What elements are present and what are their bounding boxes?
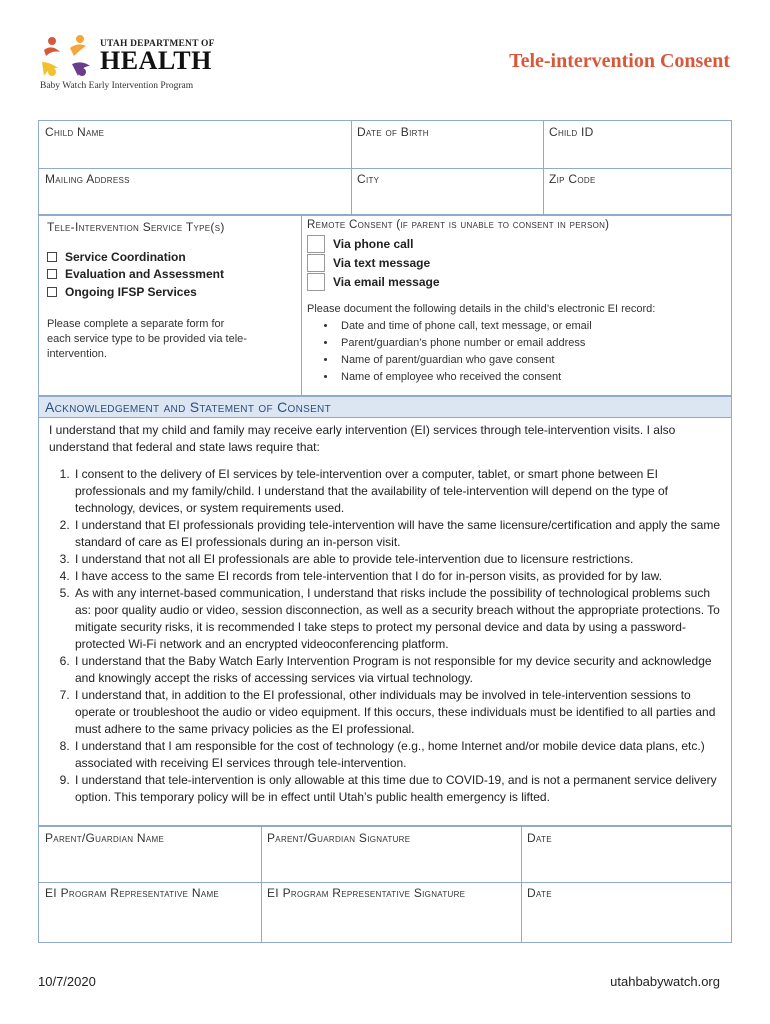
- city-label: City: [357, 172, 380, 186]
- service-type-note: Please complete a separate form for each service type to be provided via tele-intervention.: [47, 317, 247, 360]
- child-name-field[interactable]: [39, 121, 351, 168]
- parent-name-field[interactable]: [39, 827, 261, 882]
- list-item: 3. I understand that not all EI professionals are able to provide tele-intervention due to licensure restrictions.: [73, 551, 721, 568]
- checkbox-ongoing-ifsp[interactable]: [47, 283, 293, 301]
- child-id-field[interactable]: [543, 121, 733, 168]
- logo-department-text: UTAH DEPARTMENT OF: [100, 39, 215, 49]
- mailing-address-label: Mailing Address: [45, 172, 130, 186]
- ack-body: [38, 418, 732, 826]
- remote-documentation: [307, 301, 655, 386]
- list-item: 5. As with any internet-based communication, I understand that risks include the possibility of technological problems such as: poor quality audio or video, session disconnection, as well as a security breach without the appropriate protections. To mitigate security risks, it is recommended I take steps to protect my personal device and data by using a password-protected Wi-Fi network and an encrypted videoconferencing platform.: [73, 585, 721, 653]
- list-item: • Parent/guardian’s phone number or email address: [337, 335, 655, 352]
- signature-grid: [38, 826, 732, 943]
- list-item: 7. I understand that, in addition to the EI professional, other individuals may be involved in tele-intervention sessions to operate or troubleshoot the audio or video equipment. If this occurs, these individuals must be identified to all parties and must adhere to the same privacy policies as the EI professional.: [73, 687, 721, 738]
- parent-date-label: Date: [527, 831, 552, 845]
- checkbox-service-coordination[interactable]: [47, 248, 293, 266]
- child-info-grid: [38, 120, 732, 215]
- parent-date-field[interactable]: [521, 827, 733, 882]
- option-label: Evaluation and Assessment: [65, 267, 224, 282]
- city-field[interactable]: [351, 168, 543, 215]
- utah-health-logo: [38, 32, 218, 96]
- rep-signature-label: EI Program Representative Signature: [267, 886, 466, 900]
- ack-heading: Acknowledgement and Statement of Consent: [38, 396, 732, 418]
- service-type-label: Tele-Intervention Service Type(s): [47, 220, 225, 234]
- list-item: 2. I understand that EI professionals providing tele-intervention will have the same licensure/certification and apply the same standard of care as EI professionals during an in-person visit.: [73, 517, 721, 551]
- list-item: • Name of parent/guardian who gave consent: [337, 352, 655, 369]
- list-item: • Date and time of phone call, text message, or email: [337, 318, 655, 335]
- checkbox-icon[interactable]: [307, 235, 325, 253]
- checkbox-icon[interactable]: [47, 287, 57, 297]
- mailing-address-field[interactable]: [39, 168, 351, 215]
- checkbox-phone-call[interactable]: [307, 235, 413, 253]
- ack-intro: I understand that my child and family may receive early intervention (EI) services through tele-intervention visits. I also understand that federal and state laws require that:: [49, 423, 676, 454]
- rep-name-field[interactable]: [39, 882, 261, 943]
- remote-consent-block: [301, 216, 733, 396]
- zip-code-label: Zip Code: [549, 172, 596, 186]
- checkbox-icon[interactable]: [307, 254, 325, 272]
- checkbox-icon[interactable]: [307, 273, 325, 291]
- child-name-label: Child Name: [45, 125, 105, 139]
- remote-doc-intro: Please document the following details in the child’s electronic EI record:: [307, 303, 656, 315]
- footer-date: 10/7/2020: [38, 974, 96, 989]
- footer-url[interactable]: utahbabywatch.org: [610, 974, 720, 989]
- rep-date-label: Date: [527, 886, 552, 900]
- list-item: 1. I consent to the delivery of EI services by tele-intervention over a computer, tablet, or smart phone between EI professionals and my family/child. I understand that the availability of tele-intervention will depend on the type of technology, devices, or system requirements used.: [73, 466, 721, 517]
- remote-consent-label: Remote Consent (if parent is unable to consent in person): [307, 219, 610, 231]
- dob-field[interactable]: [351, 121, 543, 168]
- checkbox-evaluation-assessment[interactable]: [47, 266, 293, 284]
- list-item: 4. I have access to the same EI records from tele-intervention that I do for in-person visits, as provided for by law.: [73, 568, 721, 585]
- option-label: Via text message: [333, 256, 431, 270]
- service-consent-section: [38, 215, 732, 396]
- list-item: 8. I understand that I am responsible for the cost of technology (e.g., home Internet and/or mobile device data plans, etc.) associated with receiving EI services through tele-intervention.: [73, 738, 721, 772]
- checkbox-icon[interactable]: [47, 252, 57, 262]
- checkbox-email-message[interactable]: [307, 273, 440, 291]
- ack-list: [49, 466, 721, 806]
- parent-signature-field[interactable]: [261, 827, 521, 882]
- zip-code-field[interactable]: [543, 168, 733, 215]
- rep-name-label: EI Program Representative Name: [45, 886, 220, 900]
- option-label: Via email message: [333, 275, 440, 289]
- parent-name-label: Parent/Guardian Name: [45, 831, 165, 845]
- people-circle-logo-icon: [38, 32, 96, 82]
- option-label: Ongoing IFSP Services: [65, 284, 197, 299]
- option-label: Via phone call: [333, 237, 414, 251]
- dob-label: Date of Birth: [357, 125, 429, 139]
- child-id-label: Child ID: [549, 125, 594, 139]
- parent-signature-label: Parent/Guardian Signature: [267, 831, 411, 845]
- rep-signature-field[interactable]: [261, 882, 521, 943]
- list-item: • Name of employee who received the consent: [337, 369, 655, 386]
- checkbox-text-message[interactable]: [307, 254, 430, 272]
- logo-health-text: HEALTH: [100, 46, 212, 75]
- service-type-block: [39, 216, 301, 396]
- rep-date-field[interactable]: [521, 882, 733, 943]
- checkbox-icon[interactable]: [47, 269, 57, 279]
- logo-program-text: Baby Watch Early Intervention Program: [40, 81, 194, 91]
- list-item: 9. I understand that tele-intervention is only allowable at this time due to COVID-19, and is not a permanent service delivery option. This temporary policy will be in effect until Utah’s public health emergency is lifted.: [73, 772, 721, 806]
- option-label: Service Coordination: [65, 249, 186, 264]
- page-title: Tele-intervention Consent: [509, 50, 730, 72]
- list-item: 6. I understand that the Baby Watch Early Intervention Program is not responsible for my device security and acknowledge and knowingly accept the risks of accessing services via virtual technology.: [73, 653, 721, 687]
